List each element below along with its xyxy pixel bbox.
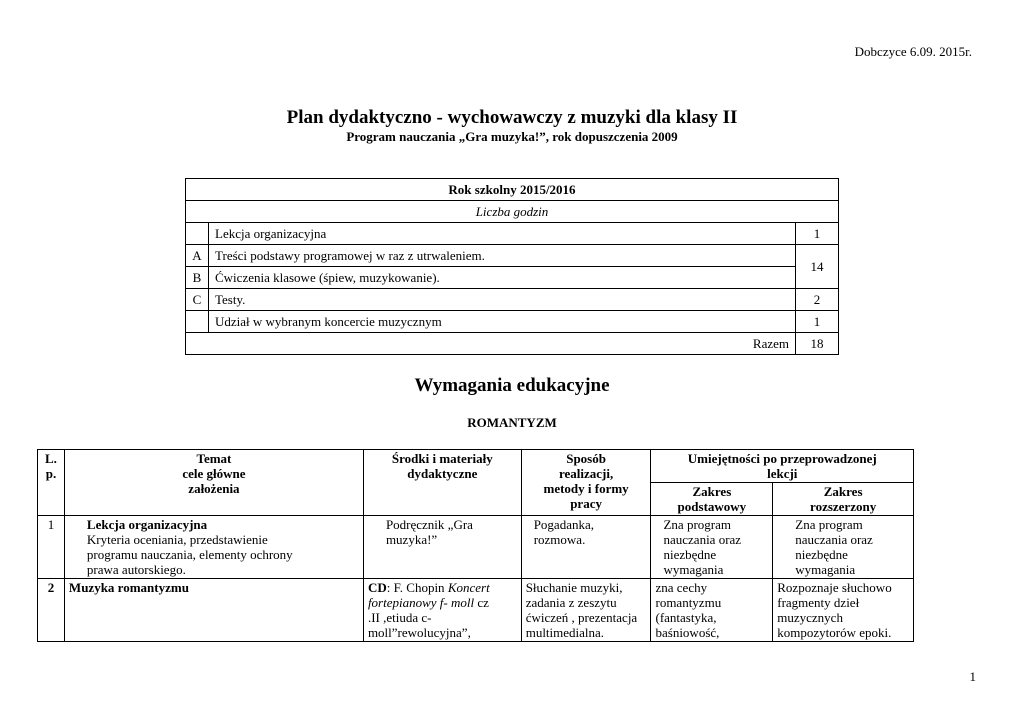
row-means-line [368, 595, 517, 610]
hours-row-letter: A [186, 245, 209, 267]
row-lp: 2 [38, 579, 65, 642]
row-topic-line: programu nauczania, elementy ochrony [86, 547, 293, 562]
hours-row-letter [186, 223, 209, 245]
hours-caption-cell: Liczba godzin [186, 201, 839, 223]
row-basic [651, 579, 773, 642]
row-topic-line: prawa autorskiego. [86, 562, 186, 577]
hours-row-label: Ćwiczenia klasowe (śpiew, muzykowanie). [209, 267, 796, 289]
row-basic-line: nauczania oraz [663, 532, 742, 547]
header-method-line: metody i formy [543, 481, 629, 496]
hours-row [186, 267, 839, 289]
page-number: 1 [969, 669, 976, 684]
row-ext-line: muzycznych [777, 610, 843, 625]
row-method [521, 516, 651, 579]
header-lp [38, 450, 65, 516]
row-means-text: cz [474, 595, 489, 610]
table-row [38, 516, 914, 579]
header-means-line: Środki i materiały [391, 451, 493, 466]
header-means-line: dydaktyczne [407, 466, 478, 481]
hours-row-label: Lekcja organizacyjna [209, 223, 796, 245]
hours-row-value: 1 [796, 311, 839, 333]
row-topic [64, 516, 363, 579]
header-ext-line: Zakres [823, 484, 863, 499]
row-means-line: .II ,etiuda c- [367, 610, 432, 625]
total-value-cell: 18 [796, 333, 839, 355]
hours-row-value: 2 [796, 289, 839, 311]
row-basic-line: baśniowość, [655, 625, 720, 640]
header-extended-scope [773, 483, 914, 516]
header-basic-line: podstawowy [677, 499, 747, 514]
era-heading: ROMANTYZM [467, 415, 557, 430]
total-label-cell: Razem [186, 333, 796, 355]
hours-row-value: 14 [796, 245, 839, 289]
header-method-line: Sposób [566, 451, 606, 466]
row-method-line: rozmowa. [533, 532, 586, 547]
row-ext-line: Zna program [795, 517, 863, 532]
header-basic-scope [651, 483, 773, 516]
header-topic-line: cele główne [182, 466, 246, 481]
row-topic-title: Lekcja organizacyjna [86, 517, 208, 532]
hours-row [186, 311, 839, 333]
hours-row [186, 245, 839, 267]
row-basic-line: wymagania [663, 562, 724, 577]
header-lp-line: p. [45, 466, 57, 481]
row-basic-line: (fantastyka, [655, 610, 717, 625]
row-method-line: zadania z zeszytu [525, 595, 617, 610]
header-method-line: realizacji, [558, 466, 614, 481]
row-method [521, 579, 651, 642]
school-year-cell: Rok szkolny 2015/2016 [186, 179, 839, 201]
header-topic-line: założenia [188, 481, 240, 496]
row-means [363, 579, 521, 642]
header-skills-line: lekcji [767, 466, 798, 481]
header-lp-line: L. [45, 451, 57, 466]
row-method-line: multimedialna. [525, 625, 605, 640]
hours-row-value: 1 [796, 223, 839, 245]
row-method-line: Pogadanka, [533, 517, 594, 532]
row-ext-line: nauczania oraz [795, 532, 873, 547]
header-topic [64, 450, 363, 516]
row-basic-line: niezbędne [663, 547, 717, 562]
header-method [521, 450, 651, 516]
requirements-table [37, 449, 914, 642]
row-method-line: Słuchanie muzyki, [525, 580, 623, 595]
row-topic [64, 579, 363, 642]
header-basic-line: Zakres [692, 484, 732, 499]
hours-row-letter: C [186, 289, 209, 311]
header-means [363, 450, 521, 516]
row-lp: 1 [38, 516, 65, 579]
cd-label: CD [367, 580, 387, 595]
row-method-line: ćwiczeń , prezentacja [525, 610, 638, 625]
document-subtitle: Program nauczania „Gra muzyka!”, rok dopuszczenia 2009 [346, 129, 678, 144]
table-row [38, 579, 914, 642]
row-ext-line: fragmenty dzieł [777, 595, 860, 610]
hours-table [185, 178, 839, 355]
row-means-line [368, 580, 517, 595]
header-skills-line: Umiejętności po przeprowadzonej [687, 451, 877, 466]
row-means-line: moll”rewolucyjna”, [367, 625, 471, 640]
row-ext-line: kompozytorów epoki. [777, 625, 892, 640]
row-extended [773, 516, 914, 579]
row-means-line: Podręcznik „Gra [385, 517, 473, 532]
hours-row-letter: B [186, 267, 209, 289]
hours-row [186, 289, 839, 311]
hours-row-label: Udział w wybranym koncercie muzycznym [209, 311, 796, 333]
header-topic-line: Temat [196, 451, 232, 466]
document-date: Dobczyce 6.09. 2015r. [854, 44, 972, 59]
section-title: Wymagania edukacyjne [414, 375, 610, 396]
row-extended [773, 579, 914, 642]
hours-row [186, 223, 839, 245]
row-basic-line: zna cechy [655, 580, 708, 595]
row-topic-title: Muzyka romantyzmu [68, 580, 189, 595]
row-ext-line: wymagania [795, 562, 856, 577]
hours-row-letter [186, 311, 209, 333]
row-means [363, 516, 521, 579]
row-basic [651, 516, 773, 579]
row-basic-line: Zna program [663, 517, 731, 532]
row-topic-line: Kryteria oceniania, przedstawienie [86, 532, 268, 547]
hours-row-label: Testy. [209, 289, 796, 311]
header-skills [651, 450, 914, 483]
row-ext-line: niezbędne [795, 547, 848, 562]
row-means-italic: fortepianowy f- moll [367, 595, 475, 610]
document-title: Plan dydaktyczno - wychowawczy z muzyki dla klasy II [286, 107, 738, 128]
row-means-line: muzyka!” [385, 532, 438, 547]
row-means-text: : F. Chopin [386, 580, 448, 595]
header-ext-line: rozszerzony [810, 499, 877, 514]
row-basic-line: romantyzmu [655, 595, 722, 610]
row-ext-line: Rozpoznaje słuchowo [777, 580, 892, 595]
header-method-line: pracy [570, 496, 602, 511]
row-means-italic: Koncert [447, 580, 490, 595]
hours-row-label: Treści podstawy programowej w raz z utrwaleniem. [209, 245, 796, 267]
